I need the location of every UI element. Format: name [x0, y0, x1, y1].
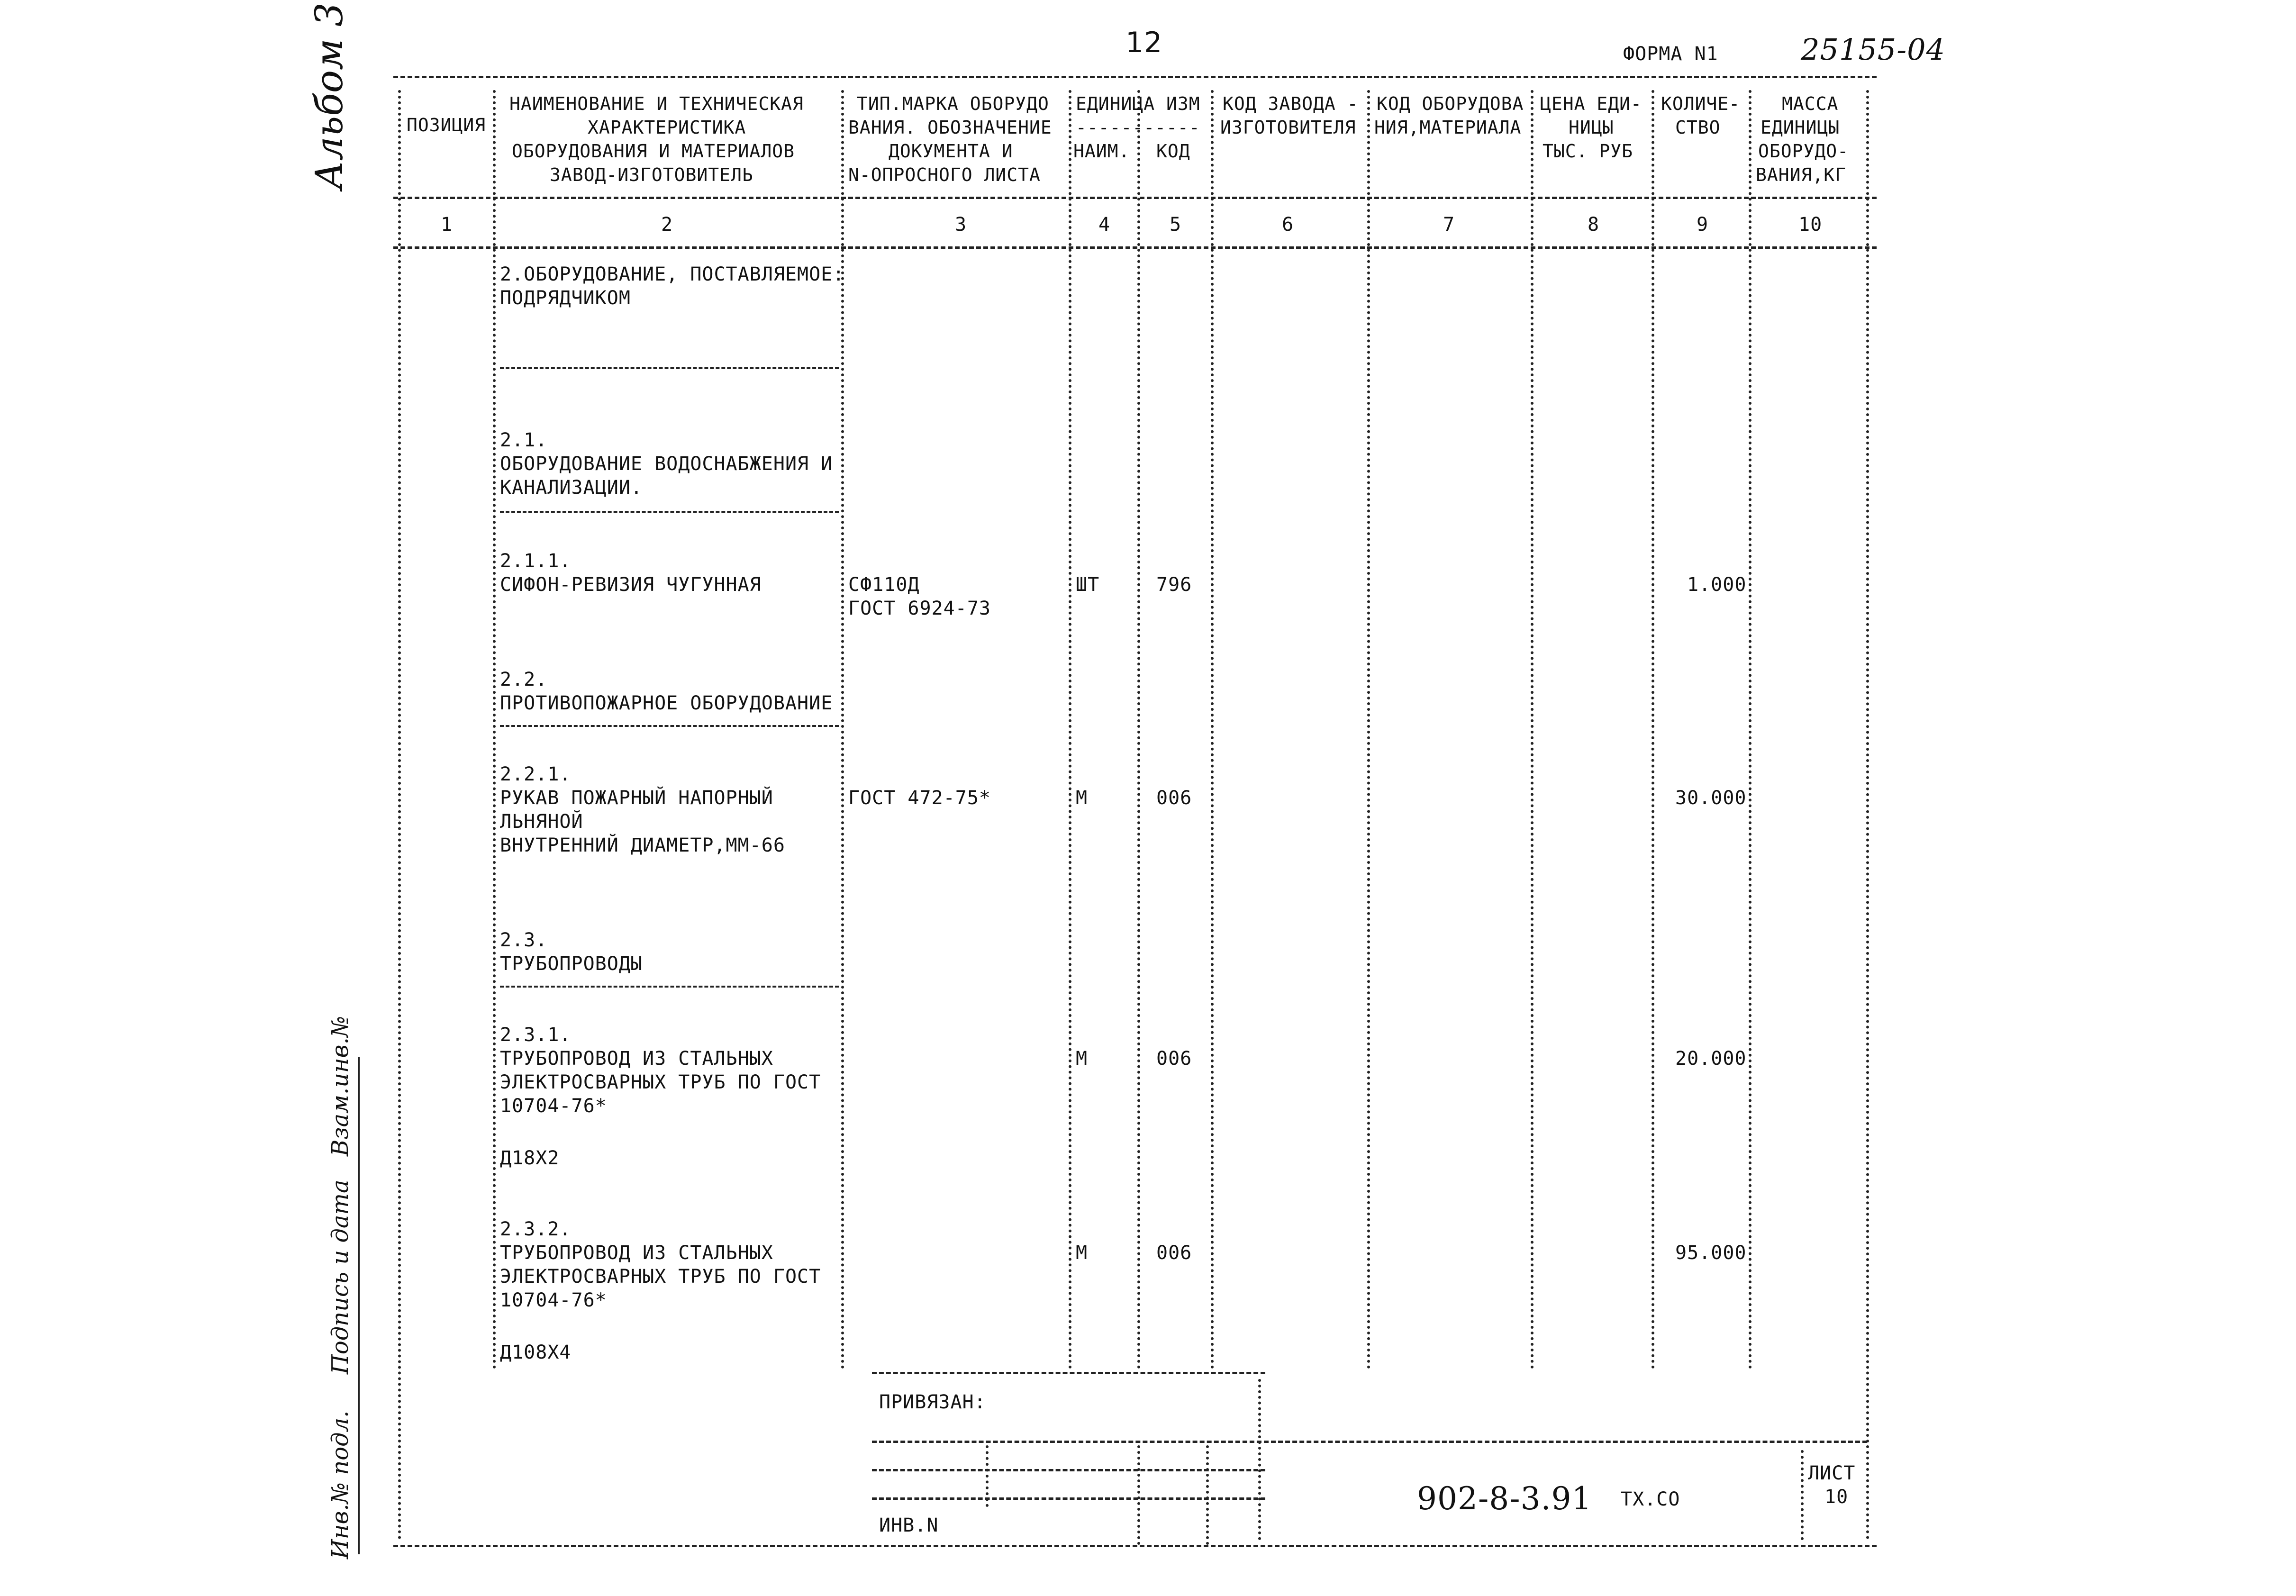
colnum-3: 3 [955, 214, 967, 236]
header-col6-l2: ИЗГОТОВИТЕЛЯ [1220, 117, 1356, 138]
form-label: ФОРМА N1 [1623, 43, 1718, 65]
row-name: ВНУТРЕННИЙ ДИАМЕТР,ММ-66 [500, 834, 785, 856]
colnum-10: 10 [1798, 214, 1823, 236]
row-qty: 30.000 [1675, 787, 1747, 809]
row-name: 2.3. [500, 929, 548, 951]
header-col9-l2: СТВО [1675, 117, 1721, 138]
row-unit: М [1076, 1048, 1088, 1070]
header-col3-l1: ТИП.МАРКА ОБОРУДО [857, 93, 1049, 114]
row-name: РУКАВ ПОЖАРНЫЙ НАПОРНЫЙ [500, 787, 773, 809]
row-name: КАНАЛИЗАЦИИ. [500, 477, 643, 499]
title-block-cell [986, 1445, 989, 1507]
sheet-number: 10 [1824, 1486, 1849, 1508]
row-name: Д18Х2 [500, 1147, 560, 1169]
header-col4-l3: НАИМ. [1073, 141, 1130, 162]
row-code: 796 [1156, 574, 1192, 596]
header-col2-l2: ХАРАКТЕРИСТИКА [588, 117, 746, 138]
header-col3-l2: ВАНИЯ. ОБОЗНАЧЕНИЕ [848, 117, 1052, 138]
row-name: ПОДРЯДЧИКОМ [500, 287, 631, 309]
row-code: 006 [1156, 1048, 1192, 1070]
row-mark: ГОСТ 6924-73 [848, 598, 991, 619]
colnum-8: 8 [1588, 214, 1600, 236]
row-separator [500, 725, 839, 727]
col-sep-3 [1069, 90, 1071, 1369]
sheet-cell-sep [1801, 1450, 1804, 1540]
side-stamp-podpis-data: Подпись и дата [327, 1179, 354, 1374]
row-name: ТРУБОПРОВОД ИЗ СТАЛЬНЫХ [500, 1048, 773, 1070]
row-name: 2.1.1. [500, 550, 572, 572]
doc-type: ТХ.СО [1621, 1488, 1680, 1510]
row-unit: М [1076, 1242, 1088, 1264]
header-col8-l3: ТЫС. РУБ [1543, 141, 1634, 162]
col-sep-7 [1531, 90, 1534, 1369]
row-name: 2.2.1. [500, 763, 572, 785]
row-name: 2.1. [500, 429, 548, 451]
privyazan-label: ПРИВЯЗАН: [879, 1391, 986, 1413]
row-name: 2.3.2. [500, 1218, 572, 1240]
header-col3-l3: ДОКУМЕНТА И [889, 141, 1013, 162]
header-col10-l4: ВАНИЯ,КГ [1756, 164, 1847, 185]
colnum-5: 5 [1170, 214, 1182, 236]
row-separator [500, 511, 839, 513]
colnum-4: 4 [1098, 214, 1111, 236]
header-col2-l1: НАИМЕНОВАНИЕ И ТЕХНИЧЕСКАЯ [509, 93, 804, 114]
side-stamp-inv-podl: Инв.№ подл. [327, 1410, 354, 1559]
header-col7-l1: КОД ОБОРУДОВА [1377, 93, 1524, 114]
row-mark: ГОСТ 472-75* [848, 787, 991, 809]
header-col1: ПОЗИЦИЯ [407, 115, 486, 136]
row-name: Д108Х4 [500, 1342, 572, 1363]
row-name: ПРОТИВОПОЖАРНОЕ ОБОРУДОВАНИЕ [500, 692, 833, 714]
row-mark: СФ110Д [848, 574, 920, 596]
page-number: 12 [1125, 26, 1163, 59]
row-name: СИФОН-РЕВИЗИЯ ЧУГУННАЯ [500, 574, 762, 596]
side-stamp-vzam-inv: Взам.инв.№ [327, 1016, 354, 1156]
row-qty: 95.000 [1675, 1242, 1747, 1264]
title-block-sep [1258, 1379, 1261, 1540]
row-unit: ШТ [1076, 574, 1100, 596]
header-col2-l4: ЗАВОД-ИЗГОТОВИТЕЛЬ [550, 164, 753, 185]
col-sep-4 [1137, 90, 1140, 1369]
row-name: 2.ОБОРУДОВАНИЕ, ПОСТАВЛЯЕМОЕ: [500, 263, 845, 285]
header-col8-l1: ЦЕНА ЕДИ- [1540, 93, 1642, 114]
header-col7-l2: НИЯ,МАТЕРИАЛА [1374, 117, 1522, 138]
header-col10-l1: МАССА [1782, 93, 1839, 114]
title-block-cell [1206, 1445, 1209, 1545]
col-sep-1 [493, 90, 496, 1369]
col-sep-9 [1749, 90, 1751, 1369]
header-col2-l3: ОБОРУДОВАНИЯ И МАТЕРИАЛОВ [512, 141, 795, 162]
col-sep-6 [1367, 90, 1370, 1369]
inv-n-label: ИНВ.N [879, 1514, 939, 1536]
row-separator [500, 986, 839, 988]
row-code: 006 [1156, 1242, 1192, 1264]
row-qty: 1.000 [1687, 574, 1747, 596]
row-name: 2.2. [500, 669, 548, 690]
title-block-mid [872, 1441, 1867, 1443]
row-name: 10704-76* [500, 1095, 607, 1117]
row-name: ОБОРУДОВАНИЕ ВОДОСНАБЖЕНИЯ И [500, 453, 833, 475]
col-sep-5 [1211, 90, 1214, 1369]
header-col8-l2: НИЦЫ [1569, 117, 1614, 138]
sheet-label: ЛИСТ [1808, 1462, 1856, 1484]
title-block-top [872, 1372, 1265, 1374]
row-name: ТРУБОПРОВОД ИЗ СТАЛЬНЫХ [500, 1242, 773, 1264]
header-col3-l4: N-ОПРОСНОГО ЛИСТА [848, 164, 1041, 185]
header-col4-l2: ----------- [1076, 117, 1200, 138]
row-separator [500, 367, 839, 369]
project-code: 902-8-3.91 [1417, 1480, 1592, 1517]
colnum-6: 6 [1282, 214, 1294, 236]
row-name: ТРУБОПРОВОДЫ [500, 953, 643, 975]
colnum-9: 9 [1697, 214, 1709, 236]
row-name: ЛЬНЯНОЙ [500, 811, 583, 833]
row-unit: М [1076, 787, 1088, 809]
col-sep-8 [1652, 90, 1654, 1369]
rule-top [393, 76, 1877, 78]
doc-code-handwritten: 25155-04 [1801, 32, 1946, 67]
header-col6-l1: КОД ЗАВОДА - [1223, 93, 1359, 114]
album-label: Альбом 3 [307, 2, 351, 190]
row-qty: 20.000 [1675, 1048, 1747, 1070]
colnum-2: 2 [661, 214, 673, 236]
col-sep-right [1866, 90, 1869, 1540]
header-col10-l2: ЕДИНИЦЫ [1761, 117, 1840, 138]
row-code: 006 [1156, 787, 1192, 809]
colnum-7: 7 [1443, 214, 1455, 236]
row-name: 10704-76* [500, 1289, 607, 1311]
header-col10-l3: ОБОРУДО- [1758, 141, 1849, 162]
title-block-cell [1137, 1445, 1140, 1545]
header-col4-l1: ЕДИНИЦА ИЗМ [1076, 93, 1200, 114]
row-name: 2.3.1. [500, 1024, 572, 1046]
rule-bottom [393, 1545, 1877, 1547]
header-col5-l3: КОД [1156, 141, 1190, 162]
colnum-1: 1 [441, 214, 453, 236]
side-stamp-divider [358, 1057, 360, 1554]
row-name: ЭЛЕКТРОСВАРНЫХ ТРУБ ПО ГОСТ [500, 1266, 821, 1288]
row-name: ЭЛЕКТРОСВАРНЫХ ТРУБ ПО ГОСТ [500, 1071, 821, 1093]
col-sep-left [398, 90, 401, 1540]
header-col9-l1: КОЛИЧЕ- [1661, 93, 1741, 114]
